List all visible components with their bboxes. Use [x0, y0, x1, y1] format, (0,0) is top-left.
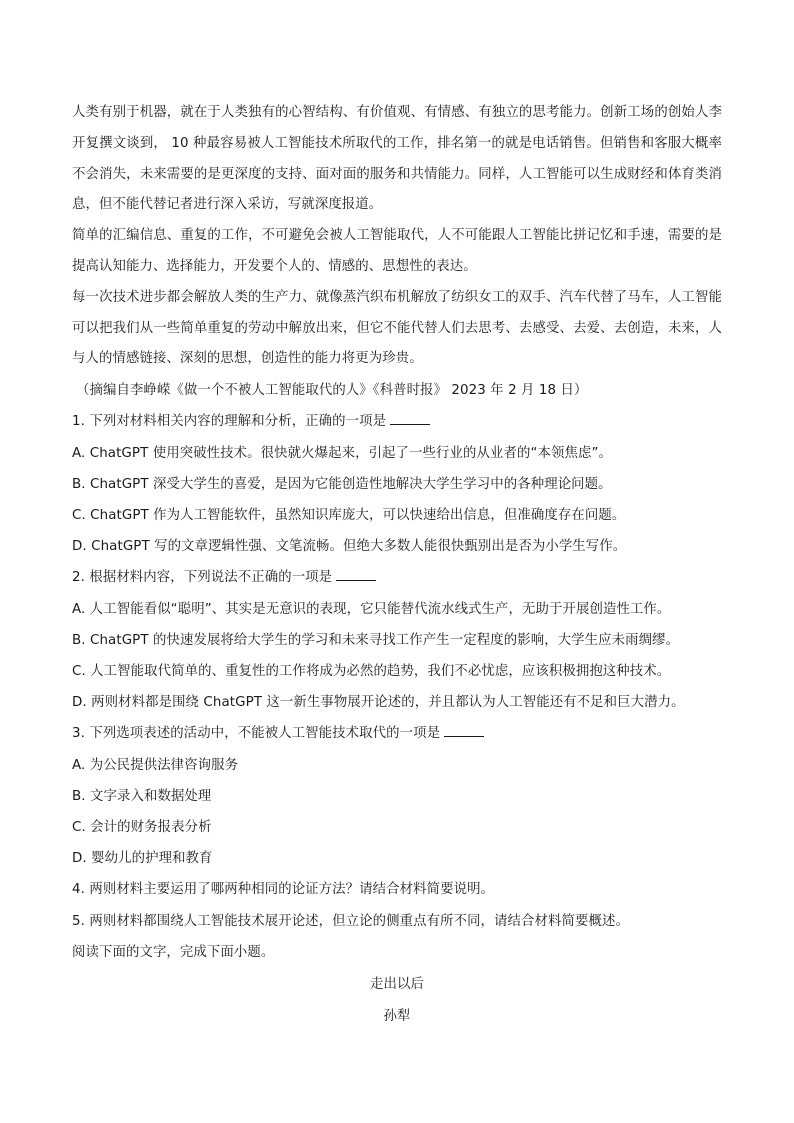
answer-blank	[390, 412, 430, 425]
question-option: A. ChatGPT 使用突破性技术。很快就火爆起来，引起了一些行业的从业者的“本领焦虑”。	[72, 445, 612, 461]
question-option: C. 会计的财务报表分析	[72, 820, 212, 836]
reading-instruction: 阅读下面的文字，完成下面小题。	[72, 944, 275, 960]
passage-paragraph-2: 简单的汇编信息、重复的工作，不可避免会被人工智能取代，人不可能跟人工智能比拼记忆和手速，需要的是提高认知能力、选择能力，开发要个人的、情感的、思想性的表达。	[72, 228, 722, 274]
question-4: 4. 两则材料主要运用了哪两种相同的论证方法？请结合材料简要说明。	[72, 882, 495, 898]
question-stem	[72, 406, 722, 437]
question-3	[72, 718, 722, 874]
question-option: D. 婴幼儿的护理和教育	[72, 851, 213, 867]
question-stem	[72, 718, 722, 749]
next-text-title: 走出以后	[370, 977, 424, 992]
question-stem-text: 2. 根据材料内容，下列说法不正确的一项是	[72, 570, 333, 586]
question-option: C. ChatGPT 作为人工智能软件，虽然知识库庞大，可以快速给出信息，但准确度存在问题。	[72, 507, 626, 523]
page-content	[72, 98, 722, 968]
answer-blank	[336, 568, 376, 581]
question-option: A. 为公民提供法律咨询服务	[72, 757, 239, 773]
passage-source: （摘编自李峥嵘《做一个不被人工智能取代的人》《科普时报》 2023 年 2 月 18 日）	[76, 383, 588, 399]
question-option: C. 人工智能取代简单的、重复性的工作将成为必然的趋势，我们不必忧虑，应该积极拥抱这种技术。	[72, 664, 671, 679]
question-option: B. 文字录入和数据处理	[72, 788, 212, 804]
question-2	[72, 562, 722, 718]
question-option: B. ChatGPT 深受大学生的喜爱，是因为它能创造性地解决大学生学习中的各种理论问题。	[72, 476, 612, 492]
next-text-author: 孙犁	[383, 1009, 411, 1024]
question-option: D. 两则材料都是围绕 ChatGPT 这一新生事物展开论述的，并且都认为人工智能还有不足和巨大潜力。	[72, 695, 685, 711]
passage-paragraph-3: 每一次技术进步都会解放人类的生产力、就像蒸汽织布机解放了纺织女工的双手、汽车代替了马车，人工智能可以把我们从一些简单重复的劳动中解放出来，但它不能代替人们去思考、去感受、去爱、去创造，未来，人与人的情感链接、深刻的思想，创造性的能力将更为珍贵。	[72, 289, 722, 367]
question-1	[72, 406, 722, 562]
question-stem-text: 3. 下列选项表述的活动中，不能被人工智能技术取代的一项是	[72, 726, 441, 742]
answer-blank	[444, 724, 484, 737]
question-option: D. ChatGPT 写的文章逻辑性强、文笔流畅。但绝大多数人能很快甄别出是否为小学生写作。	[72, 539, 627, 555]
passage-paragraph-1: 人类有别于机器，就在于人类独有的心智结构、有价值观、有情感、有独立的思考能力。创新工场的创始人李开复撰文谈到， 10 种最容易被人工智能技术所取代的工作，排名第一的就是电话销售。但销售和客服大概率不会消失，未来需要的是更深度的支持、面对面的服务和共情能力。同样，人工智能可以生成财经和体育类消息，但不能代替记者进行深入采访，写就深度报道。	[72, 105, 722, 213]
question-stem	[72, 562, 722, 593]
question-stem-text: 1. 下列对材料相关内容的理解和分析，正确的一项是	[72, 414, 387, 430]
question-option: B. ChatGPT 的快速发展将给大学生的学习和未来寻找工作产生一定程度的影响，大学生应未雨绸缪。	[72, 632, 680, 648]
question-5: 5. 两则材料都围绕人工智能技术展开论述，但立论的侧重点有所不同，请结合材料简要概述。	[72, 913, 629, 929]
question-option: A. 人工智能看似“聪明”、其实是无意识的表现，它只能替代流水线式生产，无助于开展创造性工作。	[72, 601, 671, 617]
